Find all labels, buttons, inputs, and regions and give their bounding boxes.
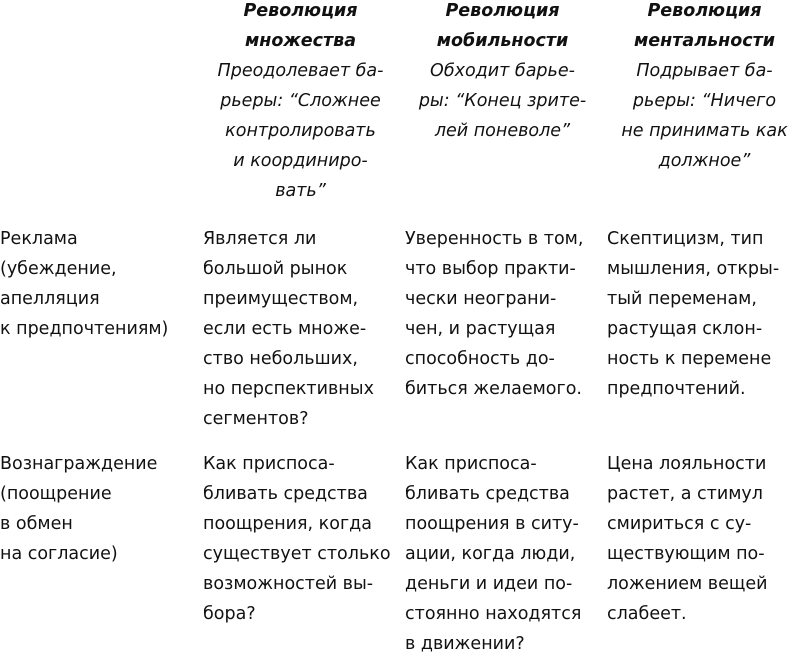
text-line: (поощрение <box>0 484 112 504</box>
text-line: вать” <box>275 181 326 201</box>
text-line: поощрения в ситу- <box>405 514 579 534</box>
text-line: способность до- <box>405 349 555 369</box>
text-line: в движении? <box>405 634 525 654</box>
text-line: слабеет. <box>607 604 687 624</box>
text-line: должное” <box>658 151 751 171</box>
text-line: бора? <box>203 604 256 624</box>
table-cell <box>405 449 600 659</box>
text-line: ство небольших, <box>203 349 358 369</box>
text-line: бливать средства <box>203 484 368 504</box>
text-line: ность к перемене <box>607 349 772 369</box>
text-line: в обмен <box>0 514 73 534</box>
table-cell <box>203 224 398 434</box>
text-line: но перспективных <box>203 379 374 399</box>
text-line: рьеры: “Сложнее <box>220 91 381 111</box>
text-line: ры: “Конец зрите- <box>418 91 587 111</box>
text-line: предпочтений. <box>607 379 746 399</box>
text-line: ложением вещей <box>607 574 768 594</box>
column-header <box>607 0 790 176</box>
text-line: на согласие) <box>0 544 118 564</box>
column-header <box>203 0 398 206</box>
text-line: рьеры: “Ничего <box>632 91 777 111</box>
text-line: не принимать как <box>621 121 788 141</box>
text-line: и координиро- <box>233 151 368 171</box>
text-line: Революция <box>647 1 762 21</box>
text-line: Обходит барье- <box>430 61 575 81</box>
text-line: растущая склон- <box>607 319 763 339</box>
text-line: возможностей вы- <box>203 574 374 594</box>
text-line: стоянно находятся <box>405 604 582 624</box>
table-cell <box>203 449 398 629</box>
text-line: апелляция <box>0 289 100 309</box>
table-cell <box>607 449 790 629</box>
text-line: Вознаграждение <box>0 454 158 474</box>
text-line: Реклама <box>0 229 78 249</box>
text-line: множества <box>244 31 357 51</box>
text-line: ментальности <box>634 31 775 51</box>
text-line: Является ли <box>203 229 317 249</box>
text-line: Как приспоса- <box>203 454 335 474</box>
text-line: к предпочтениям) <box>0 319 169 339</box>
row-label <box>0 449 195 569</box>
text-line: Уверенность в том, <box>405 229 584 249</box>
text-line: бливать средства <box>405 484 570 504</box>
text-line: мобильности <box>436 31 569 51</box>
text-line: ществующим по- <box>607 544 765 564</box>
text-line: лей поневоле” <box>434 121 571 141</box>
text-line: ации, когда люди, <box>405 544 576 564</box>
text-line: Революция <box>445 1 560 21</box>
text-line: Цена лояльности <box>607 454 767 474</box>
row-label <box>0 224 195 344</box>
text-line: мышления, откры- <box>607 259 780 279</box>
text-line: Преодолевает ба- <box>217 61 384 81</box>
text-line: растет, а стимул <box>607 484 763 504</box>
text-line: Скептицизм, тип <box>607 229 764 249</box>
text-line: тый переменам, <box>607 289 757 309</box>
column-header <box>405 0 600 146</box>
text-line: что выбор практи- <box>405 259 576 279</box>
text-line: сегментов? <box>203 409 309 429</box>
text-line: если есть множе- <box>203 319 367 339</box>
text-line: поощрения, когда <box>203 514 372 534</box>
table-cell <box>607 224 790 404</box>
text-line: чен, и растущая <box>405 319 556 339</box>
text-line: Подрывает ба- <box>636 61 773 81</box>
text-line: контролировать <box>225 121 376 141</box>
text-line: Как приспоса- <box>405 454 537 474</box>
text-line: преимуществом, <box>203 289 359 309</box>
text-line: Революция <box>243 1 358 21</box>
table-cell <box>405 224 600 404</box>
text-line: смириться с су- <box>607 514 752 534</box>
text-line: биться желаемого. <box>405 379 582 399</box>
text-line: деньги и идеи по- <box>405 574 573 594</box>
text-line: (убеждение, <box>0 259 117 279</box>
text-line: существует столько <box>203 544 391 564</box>
text-line: большой рынок <box>203 259 348 279</box>
text-line: чески неограни- <box>405 289 557 309</box>
